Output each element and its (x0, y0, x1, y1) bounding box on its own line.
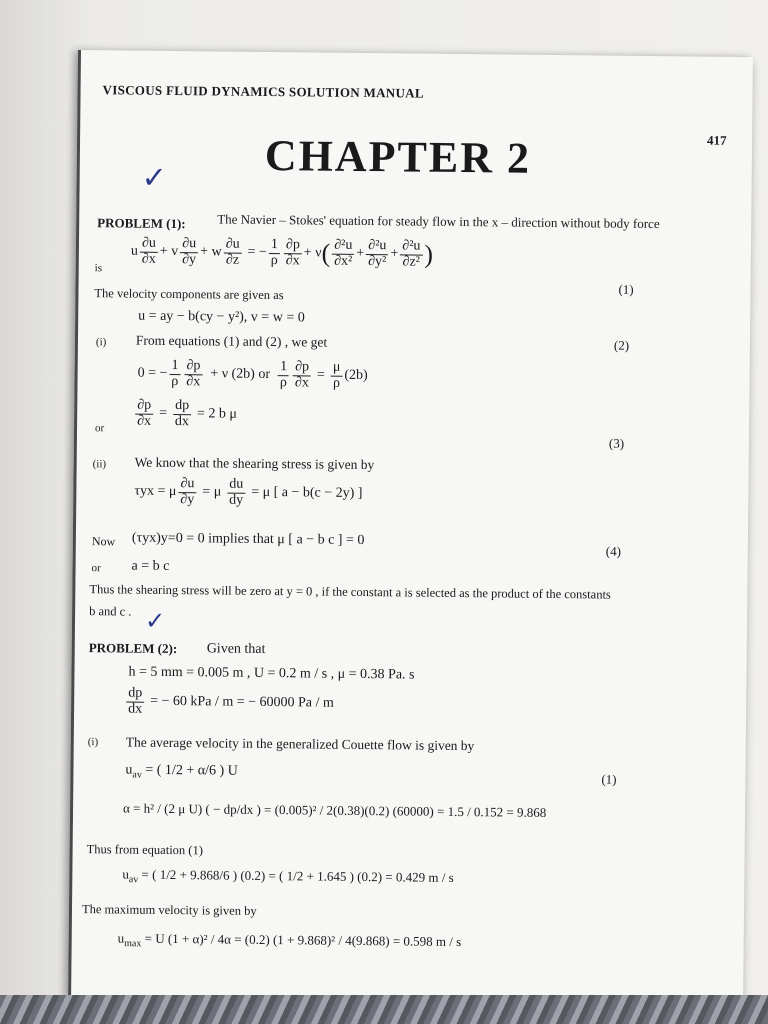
p2-item-i-marker: (i) (87, 736, 99, 749)
shear-stress-equation: τyx = μ $\frac{\partial u}{\partial y}$ = μ $\frac{du}{dy}$ = μ [ a − b(c − 2y) ] (134, 476, 363, 508)
or-label-2: or (91, 562, 101, 575)
problem-1-intro: The Navier – Stokes' equation for steady flow in the x – direction without body force (217, 211, 660, 232)
pressure-gradient-given: $\frac{dp}{dx}$ = − 60 kPa / m = − 60000 Pa / m (128, 685, 334, 717)
max-velocity-formula: $u_{max} = U$ (1 + α)² / 4α = (0.2) (1 + 9.868)² / 4(9.868) = 0.598 m / s (117, 930, 462, 950)
running-header: VISCOUS FLUID DYNAMICS SOLUTION MANUAL (102, 82, 424, 101)
eq-label-4: (4) (605, 543, 622, 559)
pressure-gradient-equation: 0 = − $\frac{1}{\rho}$ $\frac{\partial p}{\partial x}$ + ν (2b) or $\frac{1}{\rho}$ $\frac{\partial p}{\partial x}$ = $\frac{\mu}{\rho}$ (2b) (137, 357, 368, 391)
eq-label-2: (2) (613, 337, 630, 353)
book-page (68, 50, 753, 1005)
is-label: is (94, 262, 103, 275)
p2-eq-label-1: (1) (601, 771, 617, 787)
page-number: 417 (707, 132, 727, 148)
velocity-equation: u = ay − b(cy − y²), v = w = 0 (138, 308, 305, 326)
checkmark-icon: ✓ (144, 606, 166, 635)
checkmark-icon: ✓ (141, 160, 167, 196)
eq-label-1: (1) (618, 281, 634, 297)
or-label: or (94, 422, 105, 435)
a-equals-bc: a = b c (131, 558, 170, 574)
item-ii-marker: (ii) (92, 458, 107, 471)
item-ii-text: We know that the shearing stress is given by (134, 454, 375, 473)
given-values: h = 5 mm = 0.005 m , U = 0.2 m / s , μ = 0.38 Pa. s (128, 664, 415, 683)
problem-1-heading: PROBLEM (1): (97, 215, 186, 232)
given-that: Given that (206, 641, 266, 657)
velocity-intro: The velocity components are given as (94, 286, 284, 303)
average-velocity-value: $u_{av}$ = ( 1/2 + 9.868/6 ) (0.2) = ( 1/2 + 1.645 ) (0.2) = 0.429 m / s (122, 866, 454, 886)
max-velocity-text: The maximum velocity is given by (81, 902, 257, 918)
item-i-marker: (i) (95, 336, 107, 349)
chapter-title: CHAPTER 2 (264, 130, 532, 183)
conclusion-line-2: b and c . (89, 604, 132, 619)
eq-label-3: (3) (608, 435, 625, 451)
average-velocity-formula: $u_{av}$ = ( 1/2 + α/6 ) U (125, 762, 238, 781)
problem-2-heading: PROBLEM (2): (88, 640, 178, 657)
boundary-condition: (τyx)y=0 = 0 implies that μ [ a − b c ] = 0 (131, 530, 365, 549)
fabric-edge (0, 995, 768, 1024)
now-label: Now (91, 534, 116, 549)
thus-from-eq1: Thus from equation (1) (86, 842, 203, 858)
alpha-formula: α = h² / (2 μ U) ( − dp/dx ) = (0.005)² / 2(0.38)(0.2) (60000) = 1.5 / 0.152 = 9.868 (122, 800, 547, 820)
conclusion-line-1: Thus the shearing stress will be zero at y = 0 , if the constant a is selected as the product of the constants (89, 582, 611, 602)
item-i-text: From equations (1) and (2) , we get (135, 332, 328, 350)
p2-item-i-text: The average velocity in the generalized Couette flow is given by (125, 734, 475, 754)
navier-stokes-equation: u $\frac{\partial u}{\partial x}$ + v $\frac{\partial u}{\partial y}$ + w $\frac{\partial u}{\partial z}$ = − $\frac{1}{\rho}$ $\frac{\partial p}{\partial x}$ + ν ( $\frac{\text{∂²u}}{\text{∂x²}}$ + $\frac{\text{∂²u}}{\text{∂y²}}$ + $\frac{\text{∂²u}}{\text{∂z²}}$ ) (130, 235, 434, 270)
equation-3: $\frac{\partial p}{\partial x}$ = $\frac{dp}{dx}$ = 2 b μ (137, 397, 238, 429)
